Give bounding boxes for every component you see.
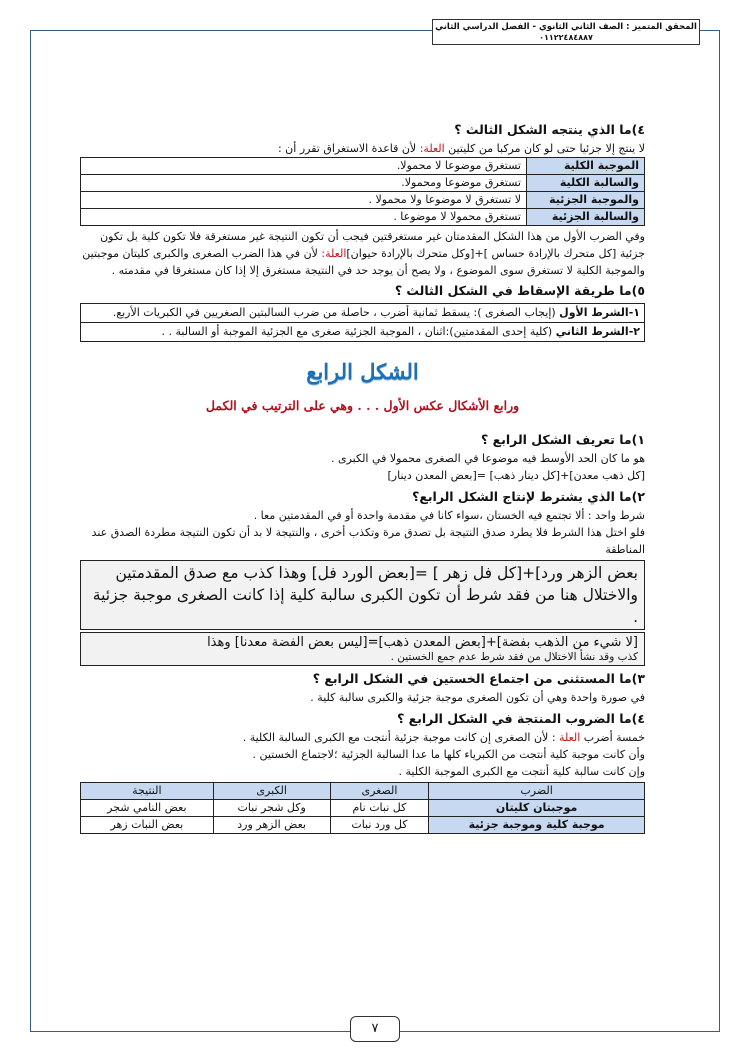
s3-title: ٣)ما المستثنى من اجتماع الخستين في الشكل الرابع ؟ (312, 671, 645, 686)
table-cell: بعض النامي شجر (81, 800, 214, 817)
s1-title: ١)ما تعريف الشكل الرابع ؟ (481, 432, 645, 447)
table-row (81, 304, 645, 323)
explanation-text: وفي الضرب الأول من هذا الشكل المقدمتان غير مستغرقتين فيجب أن تكون النتيجة غير مستغرقة فلا تكون كلية بل تكون جزئية [كل متحرك بالإرادة حساس ]+[وكل متحرك بالإرادة حيوان] (100, 230, 645, 260)
table-cell: كل نبات نام (330, 800, 429, 817)
rule-value: تستغرق موضوعا ومحمولا. (81, 175, 527, 192)
example-box-1 (80, 560, 645, 630)
s4-line-3: وإن كانت سالبة كلية أنتجت مع الكبرى الموجبة الكلية . (398, 765, 645, 778)
condition-text: (كلية إحدى المقدمتين):اثنان ، الموجبة الجزئية صغرى مع الجزئية الموجبة أو السالبة . . (161, 325, 556, 338)
column-header: النتيجة (81, 783, 214, 800)
table-row (81, 817, 645, 834)
table-cell: كل ورد نبات (330, 817, 429, 834)
s3-answer: في صورة واحدة وهي أن تكون الصغرى موجبة جزئية والكبرى سالبة كلية . (310, 691, 645, 704)
table-row (81, 561, 645, 630)
s4-title: ٤)ما الضروب المنتجة في الشكل الرابع ؟ (397, 711, 645, 726)
question-4-explanation (80, 228, 645, 279)
question-4-intro (80, 140, 645, 157)
rule-key: والسالبة الجزئية (527, 209, 645, 226)
condition-text: (إيجاب الصغرى ): يسقط ثمانية أضرب ، حاصلة من ضرب السالبتين الصغريين في الكبريات الأربع. (112, 306, 560, 319)
s1-definition: هو ما كان الحد الأوسط فيه موضوعا في الصغرى محمولا في الكبرى . (331, 452, 645, 465)
example-text: بعض الزهر ورد]+[كل فل زهر ] =[بعض الورد فل] وهذا كذب مع صدق المقدمتين والاختلال هنا من فقد شرط أن تكون الكبرى سالبة كلية إذا كانت الصغرى موجبة جزئية . (81, 561, 645, 630)
dropping-method-table (80, 303, 645, 342)
table-row (81, 323, 645, 342)
rule-key: والموجبة الجزئية (527, 192, 645, 209)
reason-label: العلة: (419, 142, 445, 155)
distribution-rules-table (80, 157, 645, 226)
intro-text: لا ينتج إلا جزئيا حتى لو كان مركبا من كليتين (444, 142, 645, 155)
page-header (432, 19, 700, 45)
example-text: [لا شيء من الذهب بفضة]+[بعض المعدن ذهب]=[ليس بعض الفضة معدنا] وهذا (207, 635, 638, 650)
s4-reason (80, 729, 645, 746)
condition-label: ١-الشرط الأول (559, 306, 640, 319)
header-title: المحقق المتميز : الصف الثاني الثانوي - الفصل الدراسي الثاني (435, 21, 697, 32)
table-row (81, 800, 645, 817)
table-row (81, 158, 645, 175)
s2-title: ٢)ما الذي يشترط لإنتاج الشكل الرابع؟ (412, 489, 645, 504)
column-header: الصغرى (330, 783, 429, 800)
table-row (81, 175, 645, 192)
header-phone: ٠١١٢٢٤٨٤٨٨٧ (539, 32, 593, 42)
rule-key: الموجبة الكلية (527, 158, 645, 175)
rule-value: تستغرق موضوعا لا محمولا. (81, 158, 527, 175)
s2-explanation: فلو اختل هذا الشرط فلا يطرد صدق النتيجة بل تصدق مرة وتكذب أخرى ، والنتيجة لا بد أن تكون النتيجة مطردة الصدق عند المناطقة (91, 526, 645, 556)
condition-2 (81, 323, 645, 342)
condition-1 (81, 304, 645, 323)
table-row (81, 209, 645, 226)
table-row (81, 633, 645, 666)
section-title: الشكل الرابع (306, 359, 419, 384)
page-content (80, 120, 645, 836)
page-number: ٧ (350, 1016, 400, 1042)
column-header: الكبرى (213, 783, 330, 800)
rule-value: لا تستغرق لا موضوعا ولا محمولا . (81, 192, 527, 209)
example-note: كذب وقد نشأ الاختلال من فقد شرط عدم جمع الخستين . (390, 651, 638, 663)
column-header: الضرب (429, 783, 645, 800)
rule-value: تستغرق محمولا لا موضوعا . (81, 209, 527, 226)
reason-label: العلة (559, 731, 581, 744)
table-cell: موجبة كلية وموجبة جزئية (429, 817, 645, 834)
section-subtitle: ورابع الأشكال عكس الأول . . . وهي على الترتيب في الكمل (205, 398, 520, 413)
condition-label: ٢-الشرط الثاني (555, 325, 640, 338)
reason-label: العلة: (321, 247, 347, 260)
table-row (81, 192, 645, 209)
explanation-text-end: لأن في هذا الضرب الصغرى والكبرى كليتان موجبتين والموجبة الكلية لا تستغرق سوى الموضوع ، ولا يصح أن يوجد حد في النتيجة مستغرق إلا إذا كان مستغرقا في مقدمته . (82, 247, 645, 277)
s2-condition: شرط واحد : ألا تجتمع فيه الخستان ،سواء كانا في مقدمة واحدة أو في المقدمتين معا . (253, 509, 645, 522)
example-cell (81, 633, 645, 666)
reason-text: خمسة أضرب (580, 731, 645, 744)
example-box-2 (80, 632, 645, 666)
question-5-title: ٥)ما طريقة الإسقاط في الشكل الثالث ؟ (394, 283, 645, 298)
table-cell: بعض النبات زهر (81, 817, 214, 834)
rule-key: والسالبة الكلية (527, 175, 645, 192)
table-cell: موجبتان كليتان (429, 800, 645, 817)
s1-example: [كل ذهب معدن]+[كل دينار ذهب] =[بعض المعدن دينار] (387, 469, 645, 482)
question-4-title: ٤)ما الذي ينتجه الشكل الثالث ؟ (454, 122, 645, 137)
s4-line-2: وأن كانت موجبة كلية أنتجت من الكبرياء كلها ما عدا السالبة الجزئية ؛لاجتماع الخستين . (252, 748, 645, 761)
table-header-row (81, 783, 645, 800)
table-cell: بعض الزهر ورد (213, 817, 330, 834)
productive-moods-table (80, 782, 645, 834)
reason-text-end: : لأن الصغرى إن كانت موجبة جزئية أنتجت مع الكبرى السالبة الكلية . (242, 731, 560, 744)
intro-text-end: لأن قاعدة الاستغراق تقرر أن : (277, 142, 420, 155)
table-cell: وكل شجر نبات (213, 800, 330, 817)
